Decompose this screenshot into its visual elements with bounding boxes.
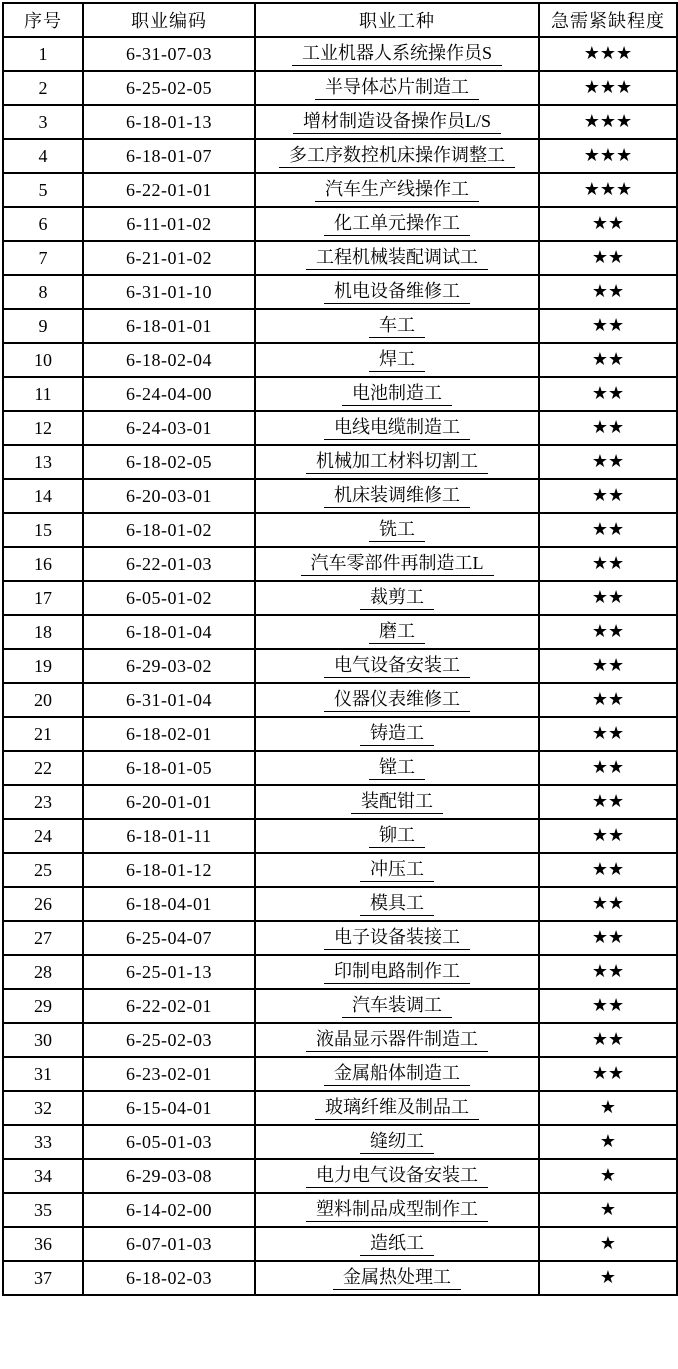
occupation-title-cell <box>255 377 539 411</box>
serial-number-cell: 28 <box>3 955 83 989</box>
shortage-level-cell <box>539 411 677 445</box>
occupation-code-cell: 6-18-04-01 <box>83 887 255 921</box>
occupation-code-cell: 6-25-01-13 <box>83 955 255 989</box>
occupation-title-link[interactable]: 机电设备维修工 <box>324 280 470 305</box>
star-rating: ★★ <box>591 451 625 472</box>
occupation-title-cell <box>255 445 539 479</box>
shortage-level-cell <box>539 1193 677 1227</box>
table-row <box>3 649 677 683</box>
table-row <box>3 479 677 513</box>
serial-number-cell: 32 <box>3 1091 83 1125</box>
occupation-code-cell: 6-25-04-07 <box>83 921 255 955</box>
shortage-level-cell <box>539 547 677 581</box>
shortage-level-cell <box>539 105 677 139</box>
star-rating: ★★ <box>591 995 625 1016</box>
header-serial-number: 序号 <box>3 3 83 37</box>
serial-number-cell: 25 <box>3 853 83 887</box>
table-row <box>3 683 677 717</box>
table-row <box>3 377 677 411</box>
occupation-title-link[interactable]: 铆工 <box>369 824 425 849</box>
star-rating: ★★ <box>591 417 625 438</box>
occupation-title-cell <box>255 1159 539 1193</box>
occupation-title-link[interactable]: 装配钳工 <box>351 790 443 815</box>
occupation-code-cell: 6-24-03-01 <box>83 411 255 445</box>
occupation-code-cell: 6-05-01-02 <box>83 581 255 615</box>
shortage-level-cell <box>539 887 677 921</box>
shortage-level-cell <box>539 683 677 717</box>
occupation-code-cell: 6-22-01-03 <box>83 547 255 581</box>
star-rating: ★★★ <box>583 145 633 166</box>
occupation-title-cell <box>255 717 539 751</box>
occupation-title-cell <box>255 71 539 105</box>
occupation-title-link[interactable]: 机械加工材料切割工 <box>306 450 488 475</box>
star-rating: ★★ <box>591 315 625 336</box>
star-rating: ★★ <box>591 349 625 370</box>
serial-number-cell: 6 <box>3 207 83 241</box>
table-row <box>3 819 677 853</box>
star-rating: ★★ <box>591 1029 625 1050</box>
shortage-level-cell <box>539 1057 677 1091</box>
star-rating: ★★ <box>591 689 625 710</box>
occupation-code-cell: 6-05-01-03 <box>83 1125 255 1159</box>
occupation-title-link[interactable]: 造纸工 <box>360 1232 434 1257</box>
serial-number-cell: 20 <box>3 683 83 717</box>
table-row <box>3 105 677 139</box>
shortage-level-cell <box>539 649 677 683</box>
occupation-shortage-table <box>2 2 678 1296</box>
star-rating: ★★ <box>591 519 625 540</box>
occupation-title-link[interactable]: 电气设备安装工 <box>324 654 470 679</box>
serial-number-cell: 26 <box>3 887 83 921</box>
shortage-level-cell <box>539 445 677 479</box>
occupation-title-cell <box>255 207 539 241</box>
header-occupation-title: 职业工种 <box>255 3 539 37</box>
serial-number-cell: 3 <box>3 105 83 139</box>
serial-number-cell: 4 <box>3 139 83 173</box>
occupation-title-link[interactable]: 玻璃纤维及制品工 <box>315 1096 479 1121</box>
star-rating: ★★ <box>591 757 625 778</box>
serial-number-cell: 22 <box>3 751 83 785</box>
star-rating: ★★ <box>591 383 625 404</box>
star-rating: ★★ <box>591 723 625 744</box>
occupation-title-link[interactable]: 印制电路制作工 <box>324 960 470 985</box>
occupation-code-cell: 6-18-01-04 <box>83 615 255 649</box>
occupation-title-cell <box>255 173 539 207</box>
occupation-code-cell: 6-18-01-01 <box>83 309 255 343</box>
occupation-title-cell <box>255 853 539 887</box>
serial-number-cell: 24 <box>3 819 83 853</box>
occupation-code-cell: 6-07-01-03 <box>83 1227 255 1261</box>
star-rating: ★ <box>599 1233 617 1254</box>
star-rating: ★★ <box>591 621 625 642</box>
shortage-level-cell <box>539 819 677 853</box>
serial-number-cell: 37 <box>3 1261 83 1295</box>
serial-number-cell: 36 <box>3 1227 83 1261</box>
table-row <box>3 887 677 921</box>
occupation-title-link[interactable]: 铣工 <box>369 518 425 543</box>
occupation-code-cell: 6-29-03-08 <box>83 1159 255 1193</box>
occupation-code-cell: 6-18-02-03 <box>83 1261 255 1295</box>
table-row <box>3 343 677 377</box>
table-row <box>3 275 677 309</box>
serial-number-cell: 29 <box>3 989 83 1023</box>
table-row <box>3 717 677 751</box>
occupation-title-cell <box>255 1193 539 1227</box>
shortage-level-cell <box>539 1227 677 1261</box>
occupation-code-cell: 6-31-07-03 <box>83 37 255 71</box>
occupation-code-cell: 6-23-02-01 <box>83 1057 255 1091</box>
table-row <box>3 751 677 785</box>
occupation-title-link[interactable]: 电子设备装接工 <box>324 926 470 951</box>
occupation-title-link[interactable]: 增材制造设备操作员L/S <box>293 110 501 135</box>
star-rating: ★ <box>599 1267 617 1288</box>
occupation-code-cell: 6-22-02-01 <box>83 989 255 1023</box>
occupation-code-cell: 6-31-01-10 <box>83 275 255 309</box>
occupation-code-cell: 6-15-04-01 <box>83 1091 255 1125</box>
shortage-level-cell <box>539 377 677 411</box>
serial-number-cell: 11 <box>3 377 83 411</box>
occupation-code-cell: 6-11-01-02 <box>83 207 255 241</box>
serial-number-cell: 30 <box>3 1023 83 1057</box>
occupation-title-cell <box>255 513 539 547</box>
occupation-code-cell: 6-25-02-03 <box>83 1023 255 1057</box>
table-row <box>3 309 677 343</box>
occupation-code-cell: 6-21-01-02 <box>83 241 255 275</box>
table-row <box>3 1261 677 1295</box>
serial-number-cell: 9 <box>3 309 83 343</box>
shortage-level-cell <box>539 921 677 955</box>
serial-number-cell: 2 <box>3 71 83 105</box>
occupation-title-link[interactable]: 车工 <box>369 314 425 339</box>
serial-number-cell: 5 <box>3 173 83 207</box>
table-row <box>3 1091 677 1125</box>
star-rating: ★★ <box>591 485 625 506</box>
star-rating: ★★★ <box>583 179 633 200</box>
table-row <box>3 1023 677 1057</box>
table-row <box>3 581 677 615</box>
table-row <box>3 955 677 989</box>
occupation-title-link[interactable]: 磨工 <box>369 620 425 645</box>
table-row <box>3 989 677 1023</box>
serial-number-cell: 17 <box>3 581 83 615</box>
star-rating: ★★ <box>591 281 625 302</box>
occupation-code-cell: 6-22-01-01 <box>83 173 255 207</box>
shortage-level-cell <box>539 241 677 275</box>
occupation-title-cell <box>255 309 539 343</box>
table-row <box>3 411 677 445</box>
shortage-level-cell <box>539 785 677 819</box>
table-row <box>3 71 677 105</box>
occupation-title-cell <box>255 1057 539 1091</box>
occupation-title-cell <box>255 37 539 71</box>
shortage-level-cell <box>539 581 677 615</box>
occupation-title-link[interactable]: 金属船体制造工 <box>324 1062 470 1087</box>
star-rating: ★★ <box>591 247 625 268</box>
occupation-title-link[interactable]: 电力电气设备安装工 <box>306 1164 488 1189</box>
shortage-level-cell <box>539 717 677 751</box>
table-row <box>3 445 677 479</box>
serial-number-cell: 16 <box>3 547 83 581</box>
star-rating: ★ <box>599 1131 617 1152</box>
serial-number-cell: 1 <box>3 37 83 71</box>
shortage-level-cell <box>539 1023 677 1057</box>
occupation-title-link[interactable]: 汽车装调工 <box>342 994 452 1019</box>
header-occupation-code: 职业编码 <box>83 3 255 37</box>
table-row <box>3 921 677 955</box>
occupation-title-cell <box>255 1091 539 1125</box>
serial-number-cell: 14 <box>3 479 83 513</box>
star-rating: ★ <box>599 1165 617 1186</box>
occupation-code-cell: 6-25-02-05 <box>83 71 255 105</box>
occupation-title-cell <box>255 819 539 853</box>
occupation-title-link[interactable]: 裁剪工 <box>360 586 434 611</box>
serial-number-cell: 8 <box>3 275 83 309</box>
table-row <box>3 37 677 71</box>
occupation-title-link[interactable]: 多工序数控机床操作调整工 <box>279 144 515 169</box>
occupation-title-cell <box>255 411 539 445</box>
occupation-title-link[interactable]: 模具工 <box>360 892 434 917</box>
occupation-title-link[interactable]: 液晶显示器件制造工 <box>306 1028 488 1053</box>
occupation-title-cell <box>255 683 539 717</box>
occupation-title-link[interactable]: 工业机器人系统操作员S <box>292 42 502 67</box>
occupation-code-cell: 6-18-02-05 <box>83 445 255 479</box>
serial-number-cell: 35 <box>3 1193 83 1227</box>
occupation-title-cell <box>255 887 539 921</box>
table-row <box>3 547 677 581</box>
star-rating: ★★ <box>591 1063 625 1084</box>
occupation-title-link[interactable]: 焊工 <box>369 348 425 373</box>
occupation-title-link[interactable]: 化工单元操作工 <box>324 212 470 237</box>
table-row <box>3 173 677 207</box>
table-row <box>3 1057 677 1091</box>
header-row <box>3 3 677 37</box>
occupation-title-cell <box>255 479 539 513</box>
occupation-title-link[interactable]: 机床装调维修工 <box>324 484 470 509</box>
star-rating: ★★ <box>591 893 625 914</box>
occupation-code-cell: 6-20-01-01 <box>83 785 255 819</box>
shortage-level-cell <box>539 479 677 513</box>
occupation-title-cell <box>255 751 539 785</box>
occupation-code-cell: 6-18-01-13 <box>83 105 255 139</box>
star-rating: ★★ <box>591 791 625 812</box>
occupation-title-link[interactable]: 汽车生产线操作工 <box>315 178 479 203</box>
star-rating: ★★★ <box>583 111 633 132</box>
star-rating: ★★ <box>591 213 625 234</box>
star-rating: ★★★ <box>583 43 633 64</box>
shortage-level-cell <box>539 1125 677 1159</box>
occupation-code-cell: 6-18-02-04 <box>83 343 255 377</box>
occupation-code-cell: 6-24-04-00 <box>83 377 255 411</box>
serial-number-cell: 7 <box>3 241 83 275</box>
occupation-title-link[interactable]: 工程机械装配调试工 <box>306 246 488 271</box>
shortage-level-cell <box>539 989 677 1023</box>
occupation-code-cell: 6-18-01-12 <box>83 853 255 887</box>
occupation-title-link[interactable]: 塑料制品成型制作工 <box>306 1198 488 1223</box>
star-rating: ★★ <box>591 825 625 846</box>
table-row <box>3 615 677 649</box>
table-row <box>3 1159 677 1193</box>
occupation-code-cell: 6-18-01-02 <box>83 513 255 547</box>
table-body <box>3 37 677 1295</box>
shortage-level-cell <box>539 207 677 241</box>
shortage-level-cell <box>539 37 677 71</box>
header-shortage-level: 急需紧缺程度 <box>539 3 677 37</box>
table-row <box>3 241 677 275</box>
occupation-code-cell: 6-18-01-07 <box>83 139 255 173</box>
shortage-level-cell <box>539 853 677 887</box>
serial-number-cell: 18 <box>3 615 83 649</box>
serial-number-cell: 33 <box>3 1125 83 1159</box>
serial-number-cell: 21 <box>3 717 83 751</box>
shortage-level-cell <box>539 1261 677 1295</box>
occupation-code-cell: 6-14-02-00 <box>83 1193 255 1227</box>
occupation-title-link[interactable]: 冲压工 <box>360 858 434 883</box>
star-rating: ★★ <box>591 553 625 574</box>
occupation-title-link[interactable]: 铸造工 <box>360 722 434 747</box>
occupation-title-cell <box>255 1023 539 1057</box>
occupation-title-cell <box>255 1261 539 1295</box>
table-row <box>3 139 677 173</box>
occupation-title-link[interactable]: 电线电缆制造工 <box>324 416 470 441</box>
occupation-title-cell <box>255 275 539 309</box>
occupation-code-cell: 6-18-01-05 <box>83 751 255 785</box>
shortage-level-cell <box>539 615 677 649</box>
occupation-title-cell <box>255 581 539 615</box>
serial-number-cell: 31 <box>3 1057 83 1091</box>
occupation-title-cell <box>255 139 539 173</box>
occupation-title-cell <box>255 343 539 377</box>
table-row <box>3 785 677 819</box>
occupation-title-cell <box>255 955 539 989</box>
star-rating: ★ <box>599 1199 617 1220</box>
occupation-code-cell: 6-20-03-01 <box>83 479 255 513</box>
table-row <box>3 1193 677 1227</box>
shortage-level-cell <box>539 275 677 309</box>
occupation-title-link[interactable]: 电池制造工 <box>342 382 452 407</box>
star-rating: ★★ <box>591 655 625 676</box>
table-row <box>3 1125 677 1159</box>
shortage-level-cell <box>539 139 677 173</box>
serial-number-cell: 27 <box>3 921 83 955</box>
shortage-level-cell <box>539 1091 677 1125</box>
occupation-title-link[interactable]: 金属热处理工 <box>333 1266 461 1291</box>
occupation-title-cell <box>255 649 539 683</box>
shortage-level-cell <box>539 173 677 207</box>
occupation-code-cell: 6-18-01-11 <box>83 819 255 853</box>
star-rating: ★★ <box>591 927 625 948</box>
occupation-title-cell <box>255 547 539 581</box>
serial-number-cell: 23 <box>3 785 83 819</box>
occupation-title-cell <box>255 1227 539 1261</box>
table-row <box>3 207 677 241</box>
table-row <box>3 1227 677 1261</box>
serial-number-cell: 10 <box>3 343 83 377</box>
table-row <box>3 513 677 547</box>
star-rating: ★★ <box>591 961 625 982</box>
star-rating: ★★★ <box>583 77 633 98</box>
occupation-title-cell <box>255 785 539 819</box>
table-header <box>3 3 677 37</box>
serial-number-cell: 13 <box>3 445 83 479</box>
occupation-title-cell <box>255 921 539 955</box>
serial-number-cell: 34 <box>3 1159 83 1193</box>
shortage-level-cell <box>539 955 677 989</box>
shortage-level-cell <box>539 343 677 377</box>
star-rating: ★ <box>599 1097 617 1118</box>
shortage-level-cell <box>539 513 677 547</box>
occupation-code-cell: 6-31-01-04 <box>83 683 255 717</box>
occupation-title-link[interactable]: 汽车零部件再制造工L <box>301 552 494 577</box>
occupation-title-cell <box>255 105 539 139</box>
occupation-title-cell <box>255 241 539 275</box>
shortage-level-cell <box>539 1159 677 1193</box>
occupation-title-cell <box>255 989 539 1023</box>
star-rating: ★★ <box>591 859 625 880</box>
shortage-level-cell <box>539 71 677 105</box>
occupation-title-link[interactable]: 缝纫工 <box>360 1130 434 1155</box>
occupation-code-cell: 6-29-03-02 <box>83 649 255 683</box>
serial-number-cell: 19 <box>3 649 83 683</box>
occupation-title-link[interactable]: 仪器仪表维修工 <box>324 688 470 713</box>
occupation-code-cell: 6-18-02-01 <box>83 717 255 751</box>
shortage-level-cell <box>539 309 677 343</box>
occupation-title-link[interactable]: 镗工 <box>369 756 425 781</box>
star-rating: ★★ <box>591 587 625 608</box>
occupation-title-cell <box>255 1125 539 1159</box>
occupation-title-link[interactable]: 半导体芯片制造工 <box>315 76 479 101</box>
table-row <box>3 853 677 887</box>
shortage-level-cell <box>539 751 677 785</box>
serial-number-cell: 12 <box>3 411 83 445</box>
occupation-title-cell <box>255 615 539 649</box>
serial-number-cell: 15 <box>3 513 83 547</box>
